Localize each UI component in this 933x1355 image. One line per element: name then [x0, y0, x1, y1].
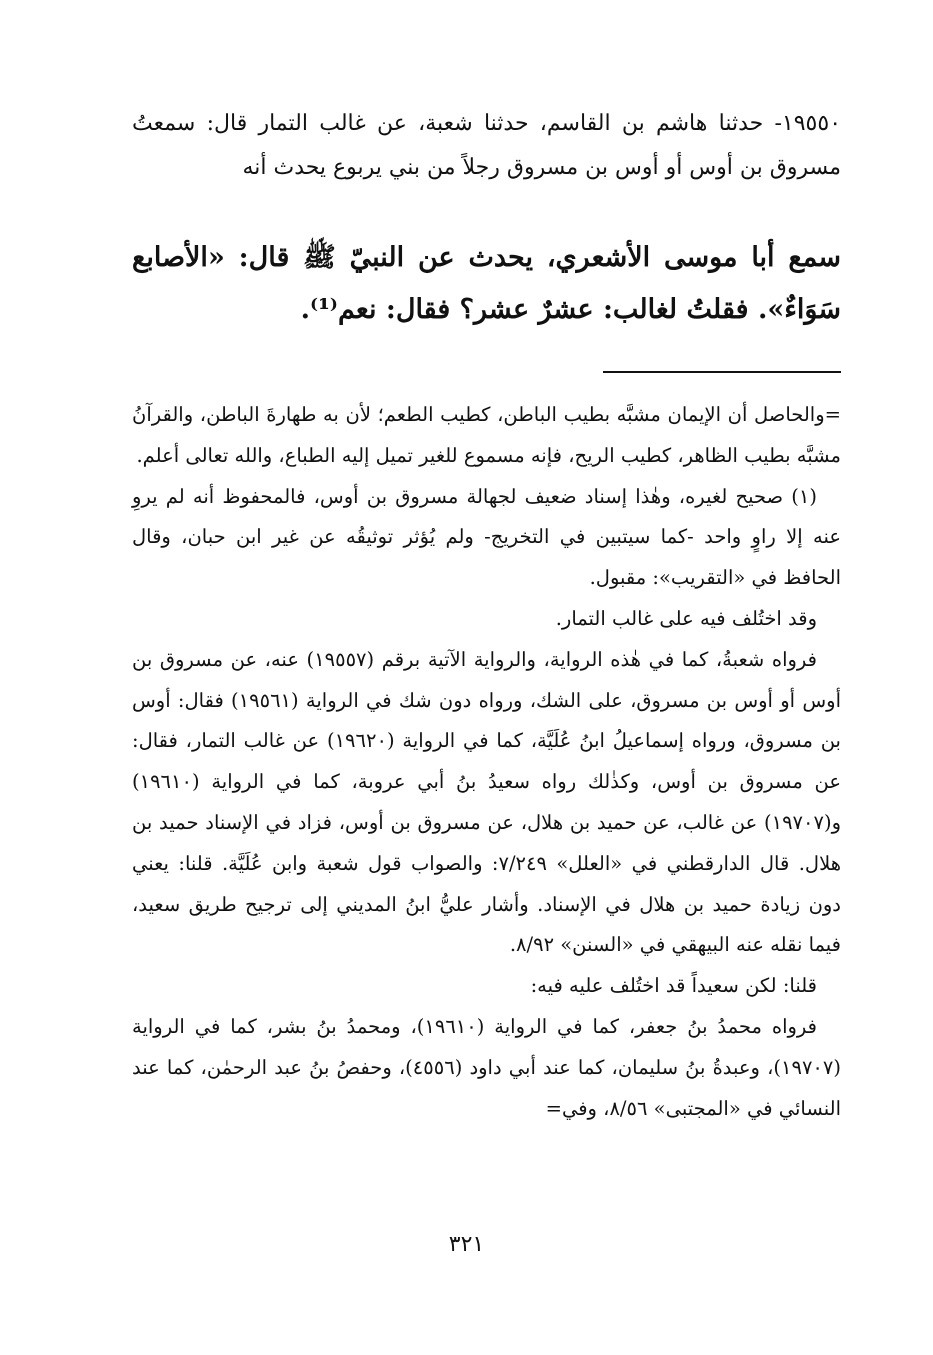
page-number: ٣٢١ — [448, 1232, 485, 1257]
footnote-paragraph: قلنا: لكن سعيداً قد اختُلف عليه فيه: — [530, 974, 817, 998]
hadith-isnad: ١٩٥٥٠- حدثنا هاشم بن القاسم، حدثنا شعبة، عن غالب التمار قال: سمعتُ مسروق بن أوس أو أوس بن مسروق رجلاً من بني يربوع يحدث أنه — [132, 111, 842, 180]
footnote-1: (١) صحيح لغيره، وهٰذا إسناد ضعيف لجهالة مسروق بن أوس، فالمحفوظ أنه لم يروِ عنه إلا راوٍ واحد -كما سيتبين في التخريج- ولم يُؤثر توثيقُه عن غير ابن حبان، وقال الحافظ في «التقريب»: مقبول. — [132, 484, 841, 590]
footnote-divider — [603, 371, 841, 373]
footnote-continuation: =والحاصل أن الإيمان مشبَّه بطيب الباطن، كطيب الطعم؛ لأن به طهارةَ الباطن، والقرآنُ مشبَّه بطيب الظاهر، كطيب الريح، فإنه مسموع للغير تميل إليه الطباع، والله تعالى أعلم. — [132, 403, 841, 467]
hadith-matn: سمع أبا موسى الأشعري، يحدث عن النبيّ ﷺ قال: «الأصابع سَوَاءٌ». فقلتُ لغالب: عشرٌ عشر؟ فقال: نعم⁽¹⁾. — [132, 242, 841, 325]
footnote-paragraph: فرواه شعبةُ، كما في هٰذه الرواية، والرواية الآتية برقم (١٩٥٥٧) عنه، عن مسروق بن أوس أو أوس بن مسروق، على الشك، ورواه دون شك في الرواية (١٩٥٦١) فقال: أوس بن مسروق، ورواه إسماعيلُ ابنُ عُلَيَّة، كما في الرواية (١٩٦٢٠) عن غالب التمار، فقال: عن مسروق بن أوس، وكذٰلك رواه سعيدُ بنُ أبي عروبة، كما في الرواية (١٩٦١٠) و(١٩٧٠٧) عن غالب، عن حميد بن هلال، عن مسروق بن أوس، فزاد في الإسناد حميد بن هلال. قال الدارقطني في «العلل» ٧/٢٤٩: والصواب قول شعبة وابن عُلَيَّة. قلنا: يعني دون زيادة حميد بن هلال في الإسناد. وأشار عليُّ ابنُ المديني إلى ترجيح طريق سعيد، فيما نقله عنه البيهقي في «السنن» ٨/٩٢. — [132, 647, 841, 957]
footnote-paragraph: وقد اختُلف فيه على غالب التمار. — [555, 606, 817, 630]
footnotes-section — [132, 395, 841, 1129]
footnote-paragraph: فرواه محمدُ بنُ جعفر، كما في الرواية (١٩٦١٠)، ومحمدُ بنُ بشر، كما في الرواية (١٩٧٠٧)، وعبدةُ بنُ سليمان، كما عند أبي داود (٤٥٥٦)، وحفصُ بنُ عبد الرحمٰن، كما عند النسائي في «المجتبى» ٨/٥٦، وفي= — [132, 1014, 841, 1120]
